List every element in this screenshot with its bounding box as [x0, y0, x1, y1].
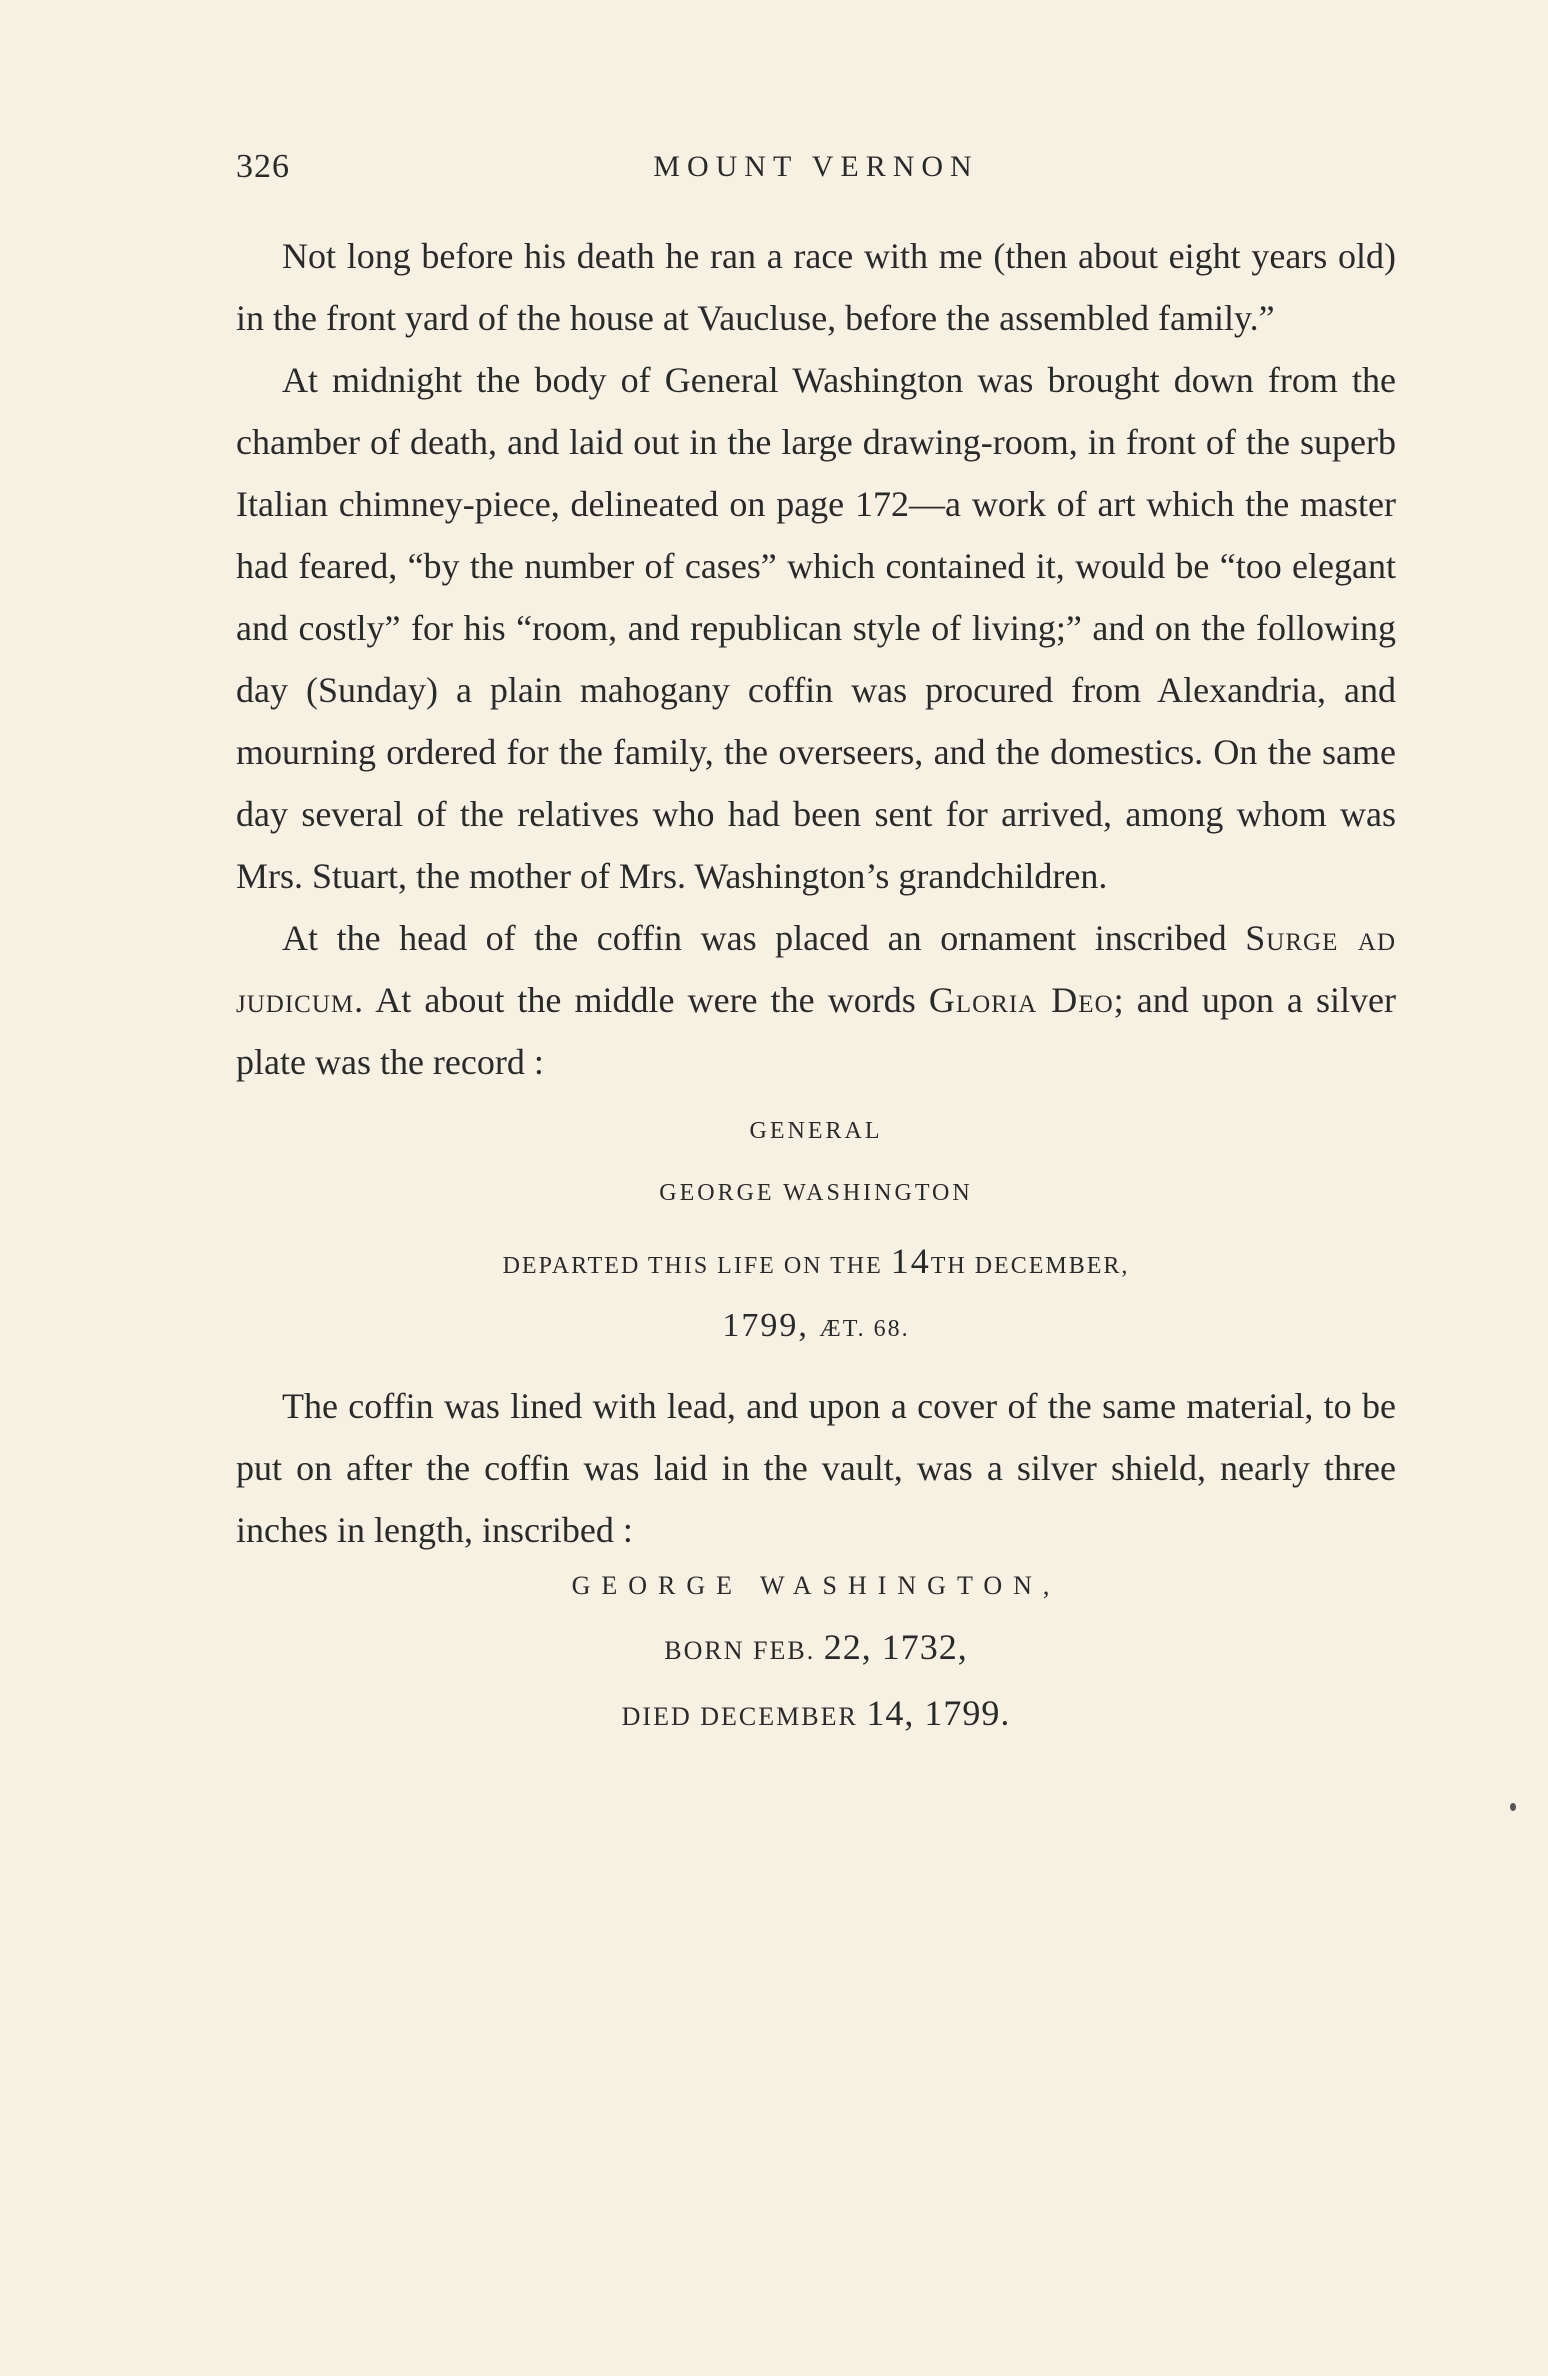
page-number: 326 — [236, 148, 290, 185]
page-header — [236, 148, 1396, 198]
departed-day: 14 — [890, 1241, 931, 1281]
departed-text: DEPARTED THIS LIFE ON THE — [502, 1253, 891, 1279]
shield-line-died — [236, 1695, 1396, 1731]
departed-month: TH DECEMBER, — [930, 1253, 1130, 1279]
paragraph-3-text-b: At about the middle were the words — [364, 980, 929, 1020]
inscription-line-departed — [236, 1243, 1396, 1279]
paragraph-3-text-a: At the head of the coffin was placed an ornament inscribed — [282, 918, 1227, 958]
inscription-surge-ad-judicum: Surge ad judicum. — [236, 918, 1397, 1020]
paragraph-1: Not long before his death he ran a race with me (then about eight years old) in the front yard of the house at Vaucluse, before the assembled family.” — [236, 236, 1396, 338]
paragraph-4: The coffin was lined with lead, and upon a cover of the same material, to be put on after the coffin was laid in the vault, was a silver shield, nearly three inches in length, inscribed : — [236, 1386, 1396, 1550]
born-text: BORN FEB. — [664, 1636, 824, 1665]
died-text: DIED DECEMBER — [621, 1702, 867, 1731]
inscription-line-year — [236, 1309, 1396, 1343]
shield-line-name: GEORGE WASHINGTON, — [571, 1571, 1061, 1600]
inscription-gloria-deo: Gloria Deo — [928, 980, 1114, 1020]
coffin-plate-inscription — [236, 1119, 1396, 1343]
paragraph-3 — [236, 907, 1396, 1093]
year-text: 1799, — [722, 1307, 820, 1344]
shield-line-born — [236, 1629, 1396, 1665]
running-head: MOUNT VERNON — [653, 150, 979, 183]
paragraph-3-text-c: ; and upon a silver plate was the record : — [236, 980, 1396, 1082]
shield-inscription — [236, 1573, 1396, 1731]
age-text: ÆT. 68. — [819, 1316, 910, 1342]
died-date: 14, 1799. — [866, 1693, 1011, 1733]
body-text — [236, 225, 1396, 1731]
born-date: 22, 1732, — [823, 1627, 968, 1667]
inscription-line-name: GEORGE WASHINGTON — [659, 1180, 973, 1206]
paragraph-2: At midnight the body of General Washington was brought down from the chamber of death, and laid out in the large drawing-room, in front of the superb Italian chimney-piece, delineated on page 172—a work of art which the master had feared, “by the number of cases” which contained it, would be “too elegant and costly” for his “room, and republican style of living;” and on the following day (Sunday) a plain mahogany coffin was procured from Alexandria, and mourning ordered for the family, the overseers, and the domestics. On the same day several of the relatives who had been sent for arrived, among whom was Mrs. Stuart, the mother of Mrs. Washington’s grandchildren. — [236, 360, 1396, 896]
margin-mark — [1510, 1803, 1516, 1811]
inscription-line-general: GENERAL — [749, 1118, 883, 1144]
